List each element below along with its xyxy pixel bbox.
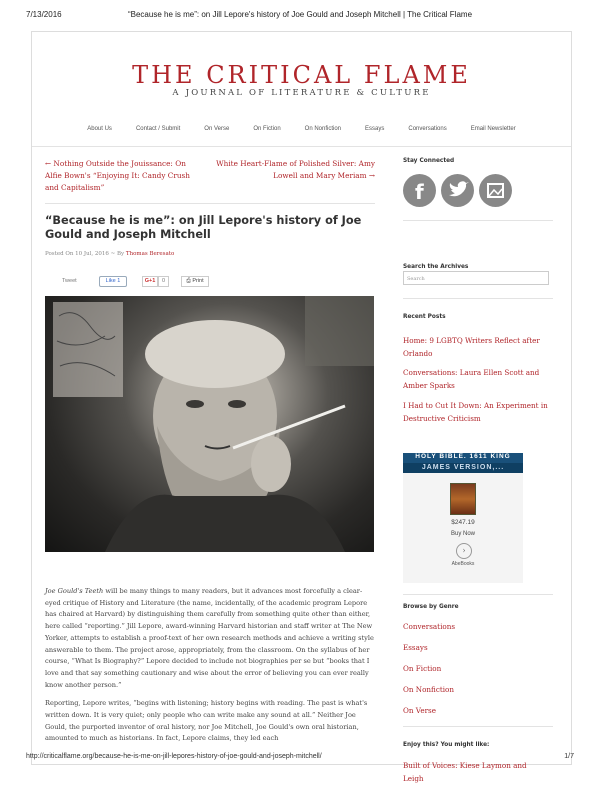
print-label: Print: [192, 278, 204, 284]
ad-brand: AbeBooks: [451, 561, 475, 567]
print-date: 7/13/2016: [26, 10, 62, 19]
previous-post-link[interactable]: ← Nothing Outside the Jouissance: On Alfie Bown's “Enjoying It: Candy Crush and Capitalism”: [45, 159, 190, 192]
main-nav: [32, 126, 571, 132]
twitter-icon[interactable]: [441, 174, 474, 207]
next-post-link[interactable]: White Heart-Flame of Polished Silver: Amy Lowell and Mary Meriam →: [216, 159, 375, 180]
recent-post-link[interactable]: Home: 9 LGBTQ Writers Reflect after Orlando: [403, 336, 540, 358]
enjoy-heading: Enjoy this? You might like:: [403, 742, 490, 748]
nav-divider: [32, 146, 571, 147]
post-photo: [45, 296, 374, 552]
author-link[interactable]: Thomas Beresato: [125, 251, 175, 257]
facebook-icon[interactable]: [403, 174, 436, 207]
chevron-right-icon[interactable]: ›: [456, 543, 472, 559]
recent-posts-heading: Recent Posts: [403, 314, 446, 320]
sidebar-divider: [403, 594, 553, 595]
genre-link[interactable]: On Fiction: [403, 664, 442, 673]
post-body: [45, 586, 375, 752]
book-title: Joe Gould's Teeth: [45, 587, 104, 595]
sidebar-divider: [403, 298, 553, 299]
nav-essays[interactable]: Essays: [365, 126, 385, 132]
instagram-icon[interactable]: [479, 174, 512, 207]
post-meta: [45, 251, 174, 257]
nav-contact-submit[interactable]: Contact / Submit: [135, 126, 181, 132]
related-post-link[interactable]: Built of Voices: Kiese Laymon and Leigh: [403, 761, 527, 783]
genre-link[interactable]: On Nonfiction: [403, 685, 455, 694]
google-plus-button[interactable]: G+1: [142, 276, 158, 287]
page-url: http://criticalflame.org/because-he-is-me-on-jill-lepores-history-of-joe-gould-and-joseph-mitchell/: [26, 753, 322, 760]
post-title: “Because he is me”: on Jill Lepore's history of Joe Gould and Joseph Mitchell: [45, 214, 362, 241]
genre-link[interactable]: On Verse: [403, 706, 436, 715]
print-button[interactable]: ⎙ Print: [181, 276, 209, 287]
book-cover-image: [450, 483, 476, 515]
web-page: [31, 31, 572, 783]
google-plus-count: 0: [158, 276, 169, 287]
ad-price: $247.19: [451, 519, 475, 526]
print-title: “Because he is me”: on Jill Lepore's history of Joe Gould and Joseph Mitchell | The Critical Flame: [127, 10, 473, 19]
svg-text:f: f: [415, 180, 424, 204]
nav-conversations[interactable]: Conversations: [408, 126, 447, 132]
nav-on-fiction[interactable]: On Fiction: [253, 126, 281, 132]
nav-about-us[interactable]: About Us: [87, 126, 112, 132]
recent-post-link[interactable]: I Had to Cut It Down: An Experiment in Destructive Criticism: [403, 401, 548, 423]
buy-now-link[interactable]: Buy Now: [450, 531, 475, 537]
stay-connected-heading: Stay Connected: [403, 158, 455, 164]
sidebar-divider: [403, 726, 553, 727]
browse-by-genre-heading: Browse by Genre: [403, 604, 459, 610]
recent-post-link[interactable]: Conversations: Laura Ellen Scott and Amber Sparks: [403, 368, 540, 390]
search-input[interactable]: Search: [403, 271, 549, 285]
post-date: Posted On 10 Jul, 2016 ~ By: [45, 251, 126, 257]
site-name[interactable]: THE CRITICAL FLAME: [132, 61, 471, 89]
search-heading: Search the Archives: [403, 264, 469, 270]
like-button[interactable]: Like 1: [99, 276, 127, 287]
genre-link[interactable]: Essays: [403, 643, 428, 652]
post-divider: [45, 203, 375, 204]
page-number: 1/7: [564, 753, 574, 760]
tweet-button[interactable]: Tweet: [62, 278, 77, 284]
advertisement[interactable]: [403, 453, 523, 583]
nav-email-newsletter[interactable]: Email Newsletter: [470, 126, 516, 132]
nav-on-verse[interactable]: On Verse: [204, 126, 230, 132]
paragraph-1-text: will be many things to many readers, but it advances most forcefully a clear-eyed critique of History and Literature (the name, incidentally, of the academic program Lepore has chaired at Harvard) by distinguishing them carefully from something quite other than either, here called “reporting.” Jill Lepore, award-winning Harvard historian and staff writer at The New Yorker, attempts to establish a proof-text of her own research methods and achieve a writing style answerable to them. The project arose, appropriately, from the classroom. On the syllabus of her course, “What Is Biography?” Lepore decided to include not biographies per se but “books that I love and that say something cautionary and wise about the error of believing you can ever really know another person.”: [45, 587, 374, 689]
social-icons: [403, 174, 512, 207]
masthead[interactable]: [32, 62, 571, 98]
ad-title-line1: HOLY BIBLE. 1611 KING: [403, 453, 523, 469]
nav-on-nonfiction[interactable]: On Nonfiction: [304, 126, 342, 132]
genre-link[interactable]: Conversations: [403, 622, 456, 631]
sidebar-divider: [403, 220, 553, 221]
site-tagline: A JOURNAL OF LITERATURE & CULTURE: [172, 88, 431, 98]
paragraph-2: Reporting, Lepore writes, “begins with listening; history begins with reading. The past is what's written down. It is very quiet; only people who can write make any sound at all.” Neither Joe Gould, the purported inventor of oral history, nor Joe Mitchell, Joe Gould's own oral historian, amounted to much as historians. In fact, Lepore claims, they led each: [45, 699, 368, 743]
portrait-image: [45, 296, 374, 552]
ad-title-line2: JAMES VERSION,...: [403, 463, 523, 473]
paragraph-1: [45, 586, 375, 691]
